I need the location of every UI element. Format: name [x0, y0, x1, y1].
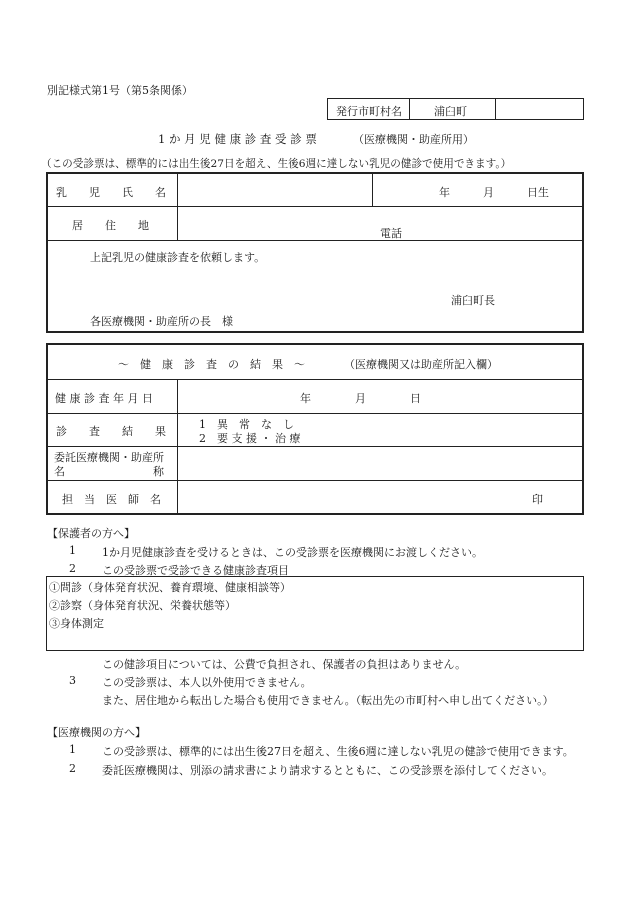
request-text: 上記乳児の健康診査を依頼します。: [90, 251, 266, 264]
form-title: 1 か 月 児 健 康 診 査 受 診 票: [158, 132, 317, 146]
medical-heading: 【医療機関の方へ】: [47, 726, 146, 739]
medical-item1-text: この受診票は、標準的には出生後27日を超え、生後6週に達しない乳児の健診で使用できます。: [102, 745, 574, 758]
exam-result-label: 診 査 結 果: [56, 425, 166, 438]
facility-label-line1: 委託医療機関・助産所: [54, 451, 164, 464]
exam-item: ①問診（身体発育状況、養育環境、健康相談等）: [49, 581, 291, 594]
guardians-heading: 【保護者の方へ】: [47, 527, 135, 540]
facility-label-line2: 名 称: [54, 465, 164, 478]
birthdate-label: 年 月 日生: [439, 186, 549, 199]
mayor-label: 浦臼町長: [451, 294, 495, 307]
phone-label: 電話: [380, 227, 402, 240]
result-option-normal[interactable]: 1 異 常 な し: [199, 418, 294, 431]
address-label: 居 住 地: [72, 219, 149, 232]
results-heading-note: （医療機関又は助産所記入欄）: [344, 358, 498, 371]
infant-name-field[interactable]: [179, 175, 370, 205]
issuer-value: 浦臼町: [434, 105, 467, 118]
public-cost-text: この健診項目については、公費で負担され、保護者の負担はありません。: [102, 658, 467, 671]
results-heading: ～ 健 康 診 査 の 結 果 ～: [118, 358, 305, 371]
guardians-item3-num: 3: [69, 674, 76, 687]
exam-item: ②診察（身体発育状況、栄養状態等）: [49, 599, 236, 612]
recipient-text: 各医療機関・助産所の長 様: [90, 315, 233, 328]
guardians-item3-text2: また、居住地から転出した場合も使用できません。（転出先の市町村へ申し出てください。）: [102, 694, 554, 707]
issuer-label: 発行市町村名: [336, 105, 402, 118]
guardians-item3-text: この受診票は、本人以外使用できません。: [102, 676, 312, 689]
issuer-box: [327, 98, 584, 120]
doctor-name-field[interactable]: [179, 482, 529, 513]
medical-item2-num: 2: [69, 762, 76, 775]
form-reference: 別記様式第1号（第5条関係）: [47, 84, 193, 97]
results-form: [46, 343, 584, 515]
medical-item1-num: 1: [69, 743, 76, 756]
seal-mark: 印: [532, 493, 543, 506]
doctor-name-label: 担 当 医 師 名: [62, 493, 161, 506]
request-form: [46, 172, 584, 333]
guardians-item1-num: 1: [69, 544, 76, 557]
facility-name-field[interactable]: [179, 448, 579, 479]
result-option-support[interactable]: 2 要 支 援 ・ 治 療: [199, 432, 301, 445]
exam-item: ③身体測定: [49, 617, 104, 630]
form-subtitle: （医療機関・助産所用）: [353, 133, 474, 146]
exam-date-label: 健 康 診 査 年 月 日: [55, 392, 153, 405]
exam-items-box: [46, 576, 584, 651]
guardians-item2-num: 2: [69, 562, 76, 575]
infant-name-label: 乳 児 氏 名: [56, 186, 166, 199]
exam-date-field[interactable]: 年 月 日: [300, 392, 421, 405]
guardians-item1-text: 1か月児健康診査を受けるときは、この受診票を医療機関にお渡しください。: [102, 546, 483, 559]
guardians-item2-text: この受診票で受診できる健康診査項目: [102, 564, 289, 577]
address-field[interactable]: [179, 208, 579, 239]
usage-notice: （この受診票は、標準的には出生後27日を超え、生後6週に達しない乳児の健診で使用できます。）: [41, 158, 512, 170]
medical-item2-text: 委託医療機関は、別添の請求書により請求するとともに、この受診票を添付してください。: [102, 764, 553, 777]
